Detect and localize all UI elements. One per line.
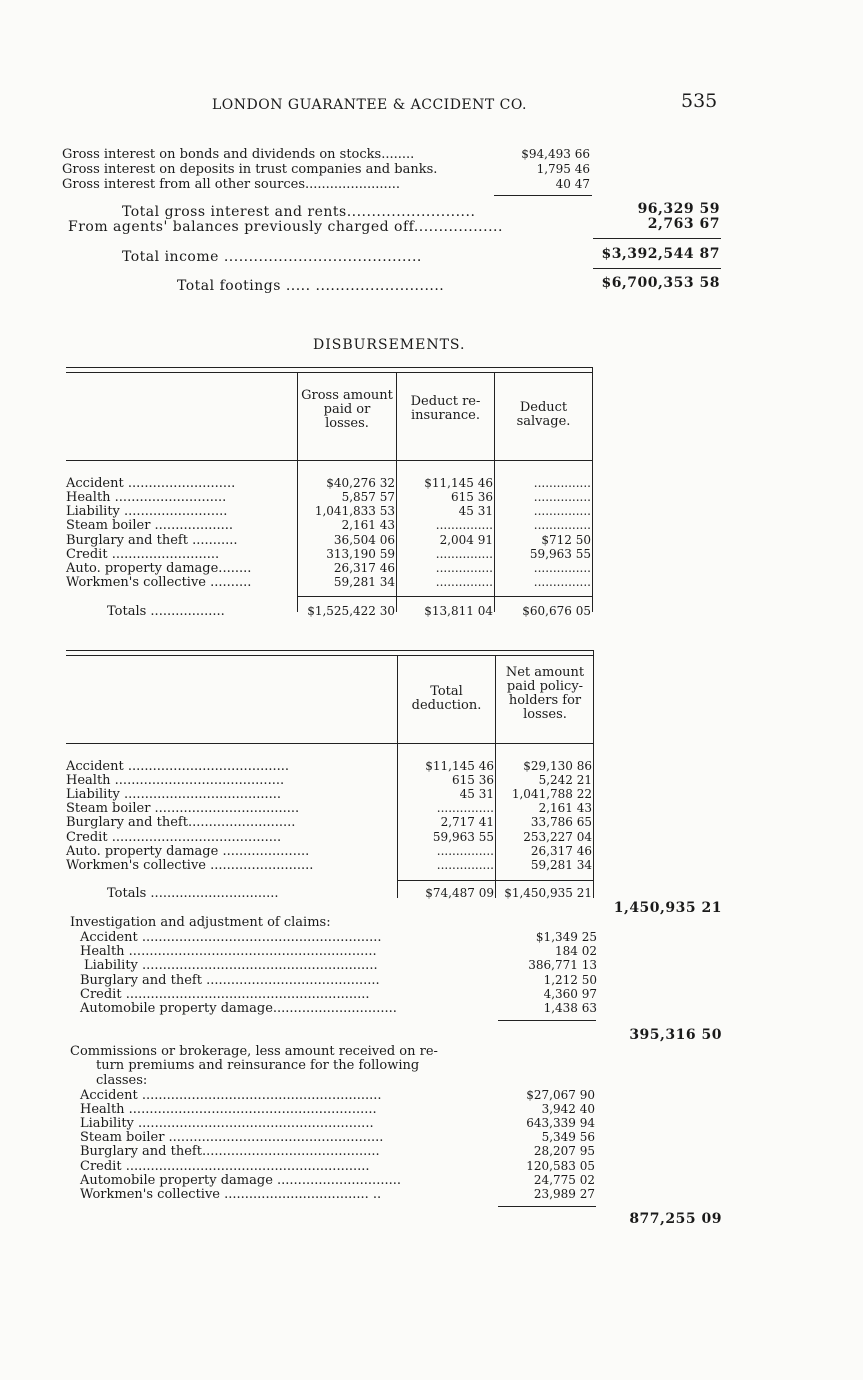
column-header: Deduct salvage. (516, 400, 571, 429)
list-item-amount: 4,360 97 (543, 987, 597, 1001)
list-item: Credit ........................................................... (80, 987, 370, 1002)
total-gross-interest-amount: 96,329 59 (637, 201, 720, 217)
list-item: Burglary and theft .......................................... (80, 973, 380, 988)
carried-amount: 877,255 09 (629, 1211, 722, 1227)
rule (494, 195, 592, 196)
list-item-amount: 1,438 63 (543, 1001, 597, 1015)
list-item-amount: 643,339 94 (526, 1116, 595, 1130)
rule (498, 1020, 596, 1021)
list-item: Liability ......................................................... (80, 1116, 374, 1131)
income-line-label: Gross interest on deposits in trust companies and banks. (62, 162, 438, 177)
list-item: Health ............................................................ (80, 1102, 377, 1117)
list-item: Accident .......................................................... (80, 1088, 382, 1103)
page-number: 535 (681, 90, 718, 112)
list-item-amount: $27,067 90 (526, 1088, 595, 1102)
list-item: Accident .......................................................... (80, 930, 382, 945)
total-income-label: Total income ........................................ (122, 249, 422, 265)
total-footings-amount: $6,700,353 58 (601, 275, 720, 291)
list-item: Automobile property damage .............................. (80, 1173, 401, 1188)
column-header: Deduct re-insurance. (410, 394, 481, 423)
carried-amount: 395,316 50 (629, 1027, 722, 1043)
rule (593, 268, 721, 269)
total-gross-interest-label: Total gross interest and rents.......................... (122, 204, 476, 220)
list-item-amount: 1,212 50 (543, 973, 597, 987)
list-item: Automobile property damage.............................. (80, 1001, 397, 1016)
list-item-amount: 386,771 13 (528, 958, 597, 972)
agents-balances-label: From agents' balances previously charged off.................. (68, 219, 503, 235)
list-item-amount: $1,349 25 (535, 930, 597, 944)
list-item: Steam boiler .................................................... (80, 1130, 384, 1145)
rule (498, 1206, 596, 1207)
column-header: Total deduction. (411, 684, 482, 713)
column-header: Net amount paid policy-holders for losses. (505, 665, 585, 722)
list-item-amount: 120,583 05 (526, 1159, 595, 1173)
income-line-amount: $94,493 66 (521, 147, 590, 161)
investigation-heading: Investigation and adjustment of claims: (70, 915, 331, 930)
page-title: LONDON GUARANTEE & ACCIDENT CO. (212, 97, 527, 113)
list-item-amount: 5,349 56 (541, 1130, 595, 1144)
list-item-amount: 184 02 (555, 944, 597, 958)
column-header: Gross amount paid or losses. (301, 388, 393, 431)
list-item-amount: 3,942 40 (541, 1102, 595, 1116)
income-line-label: Gross interest from all other sources....................... (62, 177, 401, 192)
carried-amount: 1,450,935 21 (613, 900, 722, 916)
total-income-amount: $3,392,544 87 (601, 246, 720, 262)
commissions-heading: turn premiums and reinsurance for the following (96, 1058, 420, 1073)
list-item: Credit ........................................................... (80, 1159, 370, 1174)
income-line-amount: 40 47 (555, 177, 590, 191)
agents-balances-amount: 2,763 67 (647, 216, 720, 232)
section-title: DISBURSEMENTS. (313, 337, 466, 353)
list-item: Health ............................................................ (80, 944, 377, 959)
income-line-label: Gross interest on bonds and dividends on stocks........ (62, 147, 415, 162)
list-item: Burglary and theft........................................... (80, 1144, 380, 1159)
rule (593, 238, 721, 239)
list-item-amount: 28,207 95 (533, 1144, 595, 1158)
total-footings-label: Total footings ..... .......................... (177, 278, 445, 294)
list-item-amount: 23,989 27 (533, 1187, 595, 1201)
list-item: Workmen's collective ................................... .. (80, 1187, 382, 1202)
commissions-heading: Commissions or brokerage, less amount received on re- (70, 1044, 438, 1059)
list-item: Liability ......................................................... (84, 958, 378, 973)
income-line-amount: 1,795 46 (536, 162, 590, 176)
list-item-amount: 24,775 02 (533, 1173, 595, 1187)
commissions-heading: classes: (96, 1073, 148, 1088)
